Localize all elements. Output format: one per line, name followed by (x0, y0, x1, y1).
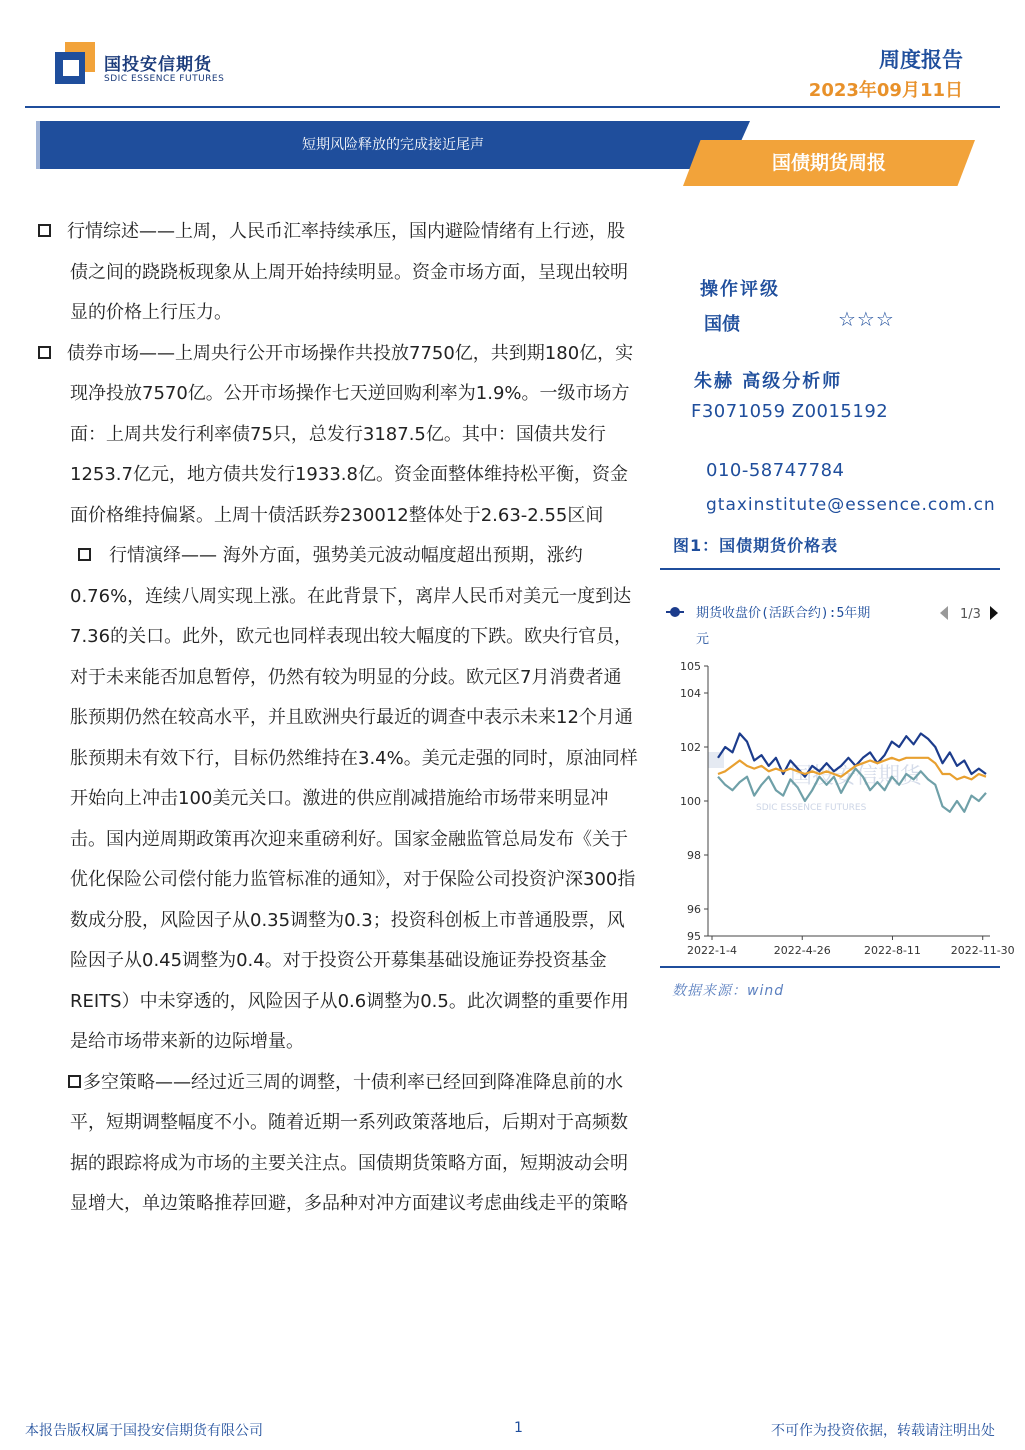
brand-name-en: SDIC ESSENCE FUTURES (104, 74, 225, 84)
chart-legend (666, 605, 998, 647)
analyst-name: 朱赫 高级分析师 (694, 371, 843, 392)
y-tick-label: 105 (680, 660, 701, 673)
footer-disclaimer: 不可作为投资依据，转载请注明出处 (771, 1423, 995, 1439)
checkbox-bullet-icon (38, 346, 51, 359)
checkbox-bullet-icon (78, 548, 91, 561)
x-tick-label: 2022-8-11 (864, 944, 921, 957)
rating-item: 国债 (704, 314, 740, 335)
chart-series (718, 734, 986, 812)
figure-caption: 图1：国债期货价格表 (673, 536, 839, 555)
rating-label: 操作评级 (700, 279, 780, 300)
paragraph-text: 行情演绎—— 海外方面，强势美元波动幅度超出预期，涨约0.76%，连续八周实现上涨。在此背景下，离岸人民币对美元一度到达7.36的关口。此外，欧元也同样表现出较大幅度的下跌。欧央行官员，对于未来能否加息暂停，仍然有较为明显的分歧。欧元区7月消费者通胀预期仍然在较高水平，并且欧洲央行最近的调查中表示未来12个月通胀预期未有效下行，目标仍然维持在3.4%。美元走强的同时，原油同样开始向上冲击100美元关口。激进的供应削减措施给市场带来明显冲击。国内逆周期政策再次迎来重磅利好。国家金融监管总局发布《关于优化保险公司偿付能力监管标准的通知》，对于保险公司投资沪深300指数成分股，风险因子从0.35调整为0.3；投资科创板上市普通股票，风险因子从0.45调整为0.4。对于投资公开募集基础设施证券投资基金REITS）中未穿透的，风险因子从0.6调整为0.5。此次调整的重要作用是给市场带来新的边际增量。 (70, 545, 638, 1052)
legend-text: 期货收盘价(活跃合约):5年期 (696, 606, 871, 621)
chart-canvas (660, 572, 1015, 964)
legend-unit: 元 (696, 632, 710, 647)
watermark-text-en: SDIC ESSENCE FUTURES (756, 803, 867, 813)
watermark-text: 国投安信期货 (790, 764, 923, 789)
y-tick-label: 100 (680, 795, 701, 808)
legend-dot-marker (670, 607, 680, 617)
x-tick-label: 2022-1-4 (687, 944, 737, 957)
footer-copyright: 本报告版权属于国投安信期货有限公司 (25, 1423, 263, 1439)
paragraph-market-evolution (38, 536, 638, 1063)
futures-price-chart (660, 572, 1015, 964)
figure-bottom-rule (660, 966, 1000, 968)
y-tick-label: 95 (687, 930, 701, 943)
y-tick-label: 104 (680, 687, 701, 700)
paragraph-strategy (38, 1063, 638, 1225)
figure-top-rule (660, 568, 1000, 570)
y-tick-label: 96 (687, 903, 701, 916)
paragraph-text: 债券市场——上周央行公开市场操作共投放7750亿，共到期180亿，实现净投放7570亿。公开市场操作七天逆回购利率为1.9%。一级市场方面：上周共发行利率债75只，总发行3187.5亿。其中：国债共发行1253.7亿元，地方债共发行1933.8亿。资金面整体维持松平衡，资金面价格维持偏紧。上周十债活跃券230012整体处于2.63-2.55区间 (67, 342, 634, 526)
data-source: 数据来源：wind (672, 983, 785, 999)
logo-icon (55, 42, 95, 84)
rating-stars: ☆☆☆ (838, 307, 895, 331)
paragraph-market-summary (38, 212, 638, 334)
legend-prev-icon[interactable] (940, 606, 948, 620)
header-divider (25, 106, 1000, 108)
watermark-logo-icon (708, 752, 724, 768)
paragraph-text: 多空策略——经过近三周的调整，十债利率已经回到降准降息前的水平，短期调整幅度不小。随着近期一系列政策落地后，后期对于高频数据的跟踪将成为市场的主要关注点。国债期货策略方面，短期波动会明显增大，单边策略推荐回避，多品种对冲方面建议考虑曲线走平的策略 (70, 1071, 628, 1214)
y-tick-label: 102 (680, 741, 701, 754)
analyst-license: F3071059 Z0015192 (691, 401, 889, 422)
contact-email[interactable]: gtaxinstitute@essence.com.cn (706, 495, 996, 515)
y-tick-label: 98 (687, 849, 701, 862)
checkbox-bullet-icon (68, 1075, 81, 1088)
paragraph-text: 行情综述——上周，人民币汇率持续承压，国内避险情绪有上行迹，股债之间的跷跷板现象从上周开始持续明显。资金市场方面，呈现出较明显的价格上行压力。 (67, 221, 628, 323)
report-date: 2023年09月11日 (808, 80, 963, 101)
report-type: 周度报告 (879, 48, 963, 72)
legend-next-icon[interactable] (990, 606, 998, 620)
checkbox-bullet-icon (38, 224, 51, 237)
report-title: 短期风险释放的完成接近尾声 (302, 137, 484, 153)
main-body (38, 212, 638, 1225)
paragraph-bond-market (38, 334, 638, 537)
page-number: 1 (514, 1420, 523, 1436)
brand-name: 国投安信期货 (104, 55, 212, 75)
contact-phone: 010-58747784 (706, 460, 845, 481)
report-subtitle: 国债期货周报 (771, 152, 886, 174)
x-tick-label: 2022-4-26 (773, 944, 831, 957)
legend-page: 1/3 (960, 607, 981, 622)
x-tick-label: 2022-11-30 (950, 944, 1015, 957)
